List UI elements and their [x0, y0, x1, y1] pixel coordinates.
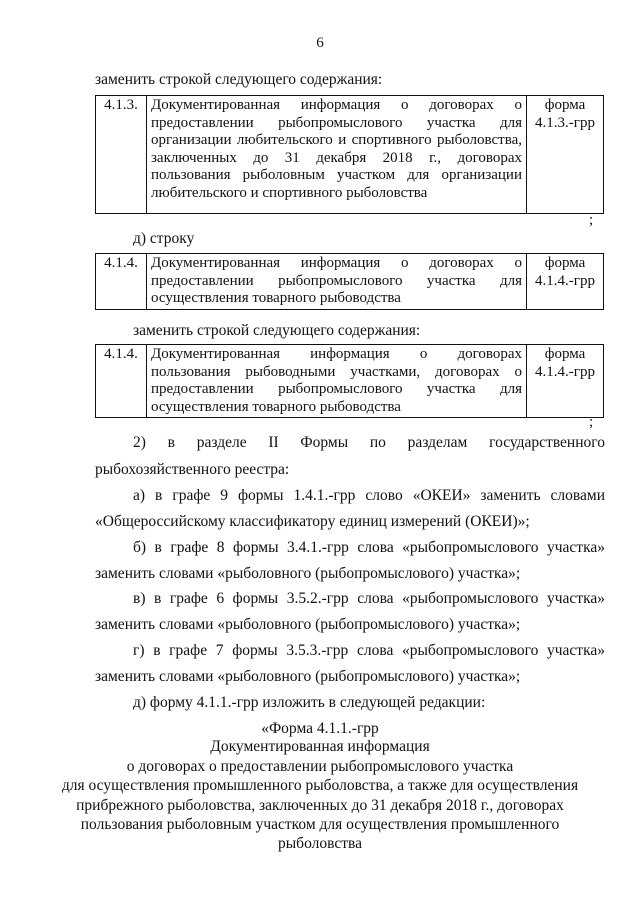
item-g-line-1: г) в графе 7 формы 3.5.3.-грр слова «рыбопромыслового участка» [133, 642, 605, 659]
form-title-line-6: пользования рыболовным участком для осуществления промышленного [80, 816, 560, 833]
form-title-line-1: «Форма 4.1.1.-грр [261, 720, 379, 737]
table-row-4-1-4-old [95, 253, 604, 310]
table-row-4-1-4-new [95, 344, 604, 418]
intro-text-2: заменить строкой следующего содержания: [133, 322, 421, 339]
form-title-line-3: о договорах о предоставлении рыбопромыслового участка [126, 758, 514, 775]
form-title-line-4: для осуществления промышленного рыболовства, а также для осуществления [61, 777, 579, 794]
form-title-line-5: прибрежного рыболовства, заключенных до 31 декабря 2018 г., договорах [76, 797, 564, 814]
row-description: Документированная информация о договорах о предоставлении рыбопромыслового участка для осуществления товарного рыбоводства [147, 254, 527, 310]
item-b-line-1: б) в графе 8 формы 3.4.1.-грр слова «рыбопромыслового участка» [133, 539, 605, 556]
item-a-line-2: «Общероссийскому классификатору единиц измерений (ОКЕИ)»; [95, 513, 530, 530]
item-d2-text: д) форму 4.1.1.-грр изложить в следующей редакции: [133, 694, 486, 711]
item-a-line-1: а) в графе 9 формы 1.4.1.-грр слово «ОКЕИ» заменить словами [133, 487, 605, 504]
row-number: 4.1.3. [96, 96, 147, 214]
row-description: Документированная информация о договорах пользования рыбоводными участками, договорах о предоставлении рыбопромыслового участка для осуществления товарного рыбоводства [147, 345, 527, 418]
table-row-4-1-3 [95, 95, 604, 214]
row-form: форма 4.1.3.-грр [527, 96, 604, 214]
page-number: 6 [316, 35, 324, 51]
row-form: форма 4.1.4.-грр [527, 345, 604, 418]
item-v-line-2: заменить словами «рыболовного (рыбопромыслового) участка»; [95, 616, 521, 633]
item-b-line-2: заменить словами «рыболовного (рыбопромыслового) участка»; [95, 565, 521, 582]
item-g-line-2: заменить словами «рыболовного (рыбопромыслового) участка»; [95, 668, 521, 685]
row-description: Документированная информация о договорах о предоставлении рыбопромыслового участка для организации любительского и спортивного рыболовства, заключенных до 31 декабря 2018 г., договорах пользования рыболовным участком для организации любительского и спортивного рыболовства [147, 96, 527, 214]
paragraph-2-line-2: рыбохозяйственного реестра: [95, 461, 290, 478]
semicolon-1: ; [589, 212, 594, 228]
row-number: 4.1.4. [96, 345, 147, 418]
item-d-text: д) строку [133, 230, 195, 247]
row-form: форма 4.1.4.-грр [527, 254, 604, 310]
paragraph-2-line-1: 2) в разделе II Формы по разделам государственного [133, 434, 605, 451]
row-number: 4.1.4. [96, 254, 147, 310]
form-title-line-2: Документированная информация [210, 738, 430, 755]
semicolon-2: ; [589, 414, 594, 430]
intro-text-1: заменить строкой следующего содержания: [95, 71, 383, 88]
item-v-line-1: в) в графе 6 формы 3.5.2.-грр слова «рыбопромыслового участка» [133, 590, 605, 607]
form-title-line-7: рыболовства [278, 835, 362, 852]
